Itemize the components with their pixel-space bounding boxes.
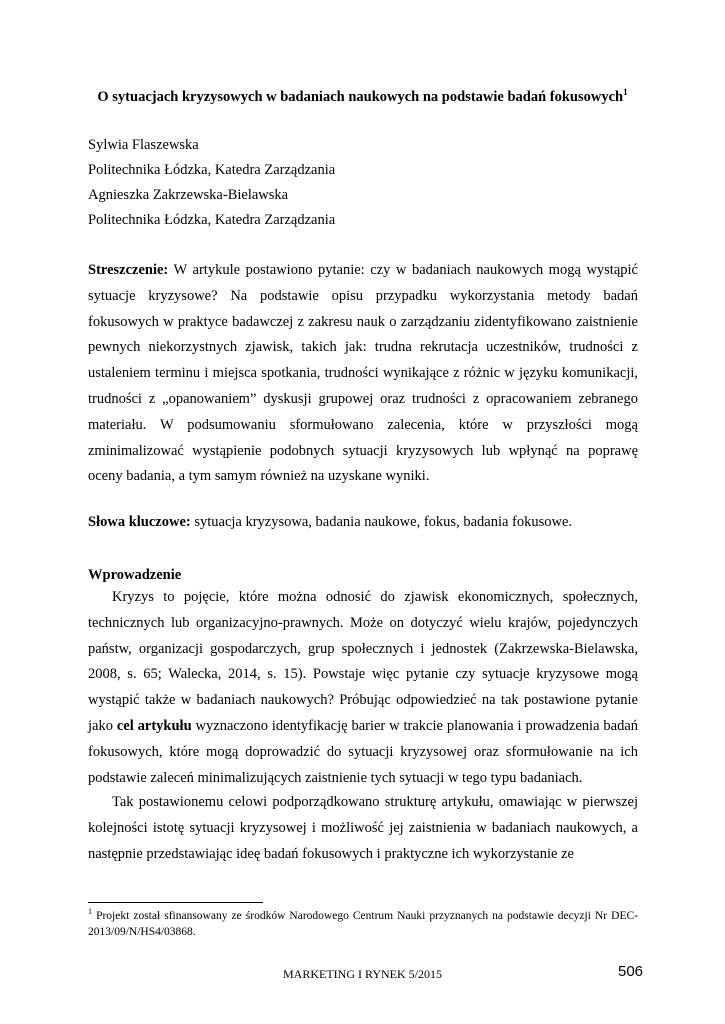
intro-p1-bold: cel artykułu xyxy=(116,717,192,734)
footnote xyxy=(88,908,638,940)
author-name: Agnieszka Zakrzewska-Bielawska xyxy=(88,187,289,203)
abstract xyxy=(88,258,638,490)
author-block xyxy=(88,133,335,233)
intro-p1-text-after: wyznaczono identyfikację barier w trakcie planowania i prowadzenia badań fokusowych, które mogą doprowadzić do sytuacji kryzysowej oraz sformułowanie na ich podstawie zaleceń minimalizujących zaistnienie tych sytuacji w tego typu badaniach. xyxy=(88,717,639,786)
article-title xyxy=(60,87,665,107)
journal-footer: MARKETING I RYNEK 5/2015 xyxy=(283,967,442,981)
author-affiliation: Politechnika Łódzka, Katedra Zarządzania xyxy=(88,212,336,228)
page-number: 506 xyxy=(618,963,644,980)
footnote-text: Projekt został sfinansowany ze środków Narodowego Centrum Nauki przyznanych na podstawie decyzji Nr DEC-2013/09/N/HS4/03868. xyxy=(88,910,639,938)
footnote-divider xyxy=(88,902,263,903)
keywords xyxy=(88,510,638,536)
intro-paragraph-1 xyxy=(88,585,638,791)
section-heading-introduction: Wprowadzenie xyxy=(88,567,182,583)
keywords-label: Słowa kluczowe: xyxy=(88,514,191,530)
abstract-label: Streszczenie: xyxy=(88,262,169,278)
intro-paragraph-2: Tak postawionemu celowi podporządkowano strukturę artykułu, omawiając w pierwszej kolejności istotę sytuacji kryzysowej i możliwość jej zaistnienia w badaniach naukowych, a następnie przedstawiając ideę badań fokusowych i praktyczne ich wykorzystanie ze xyxy=(88,794,638,862)
title-footnote-mark: 1 xyxy=(623,87,628,98)
footnote-mark: 1 xyxy=(88,907,92,917)
abstract-text: W artykule postawiono pytanie: czy w badaniach naukowych mogą wystąpić sytuacje kryzysowe? Na podstawie opisu przypadku wykorzystania metody badań fokusowych w praktyce badawczej z zakresu nauk o zarządzaniu zidentyfikowano zaistnienie pewnych niekorzystnych zjawisk, takich jak: trudna rekrutacja uczestników, trudności z ustaleniem terminu i miejsca spotkania, trudności wynikające z różnic w języku komunikacji, trudności z „opanowaniem” dyskusji grupowej oraz trudności z opracowaniem zebranego materiału. W podsumowaniu sformułowano zalecenia, które w przyszłości mogą zminimalizować wystąpienie podobnych sytuacji kryzysowych lub wpłynąć na poprawę oceny badania, a tym samym również na uzyskane wyniki. xyxy=(88,262,638,485)
author-affiliation: Politechnika Łódzka, Katedra Zarządzania xyxy=(88,162,336,178)
article-title-text: O sytuacjach kryzysowych w badaniach naukowych na podstawie badań fokusowych xyxy=(97,89,624,105)
intro-p1-text-before: Kryzys to pojęcie, które można odnosić do zjawisk ekonomicznych, społecznych, technicznych lub organizacyjno-prawnych. Może on dotyczyć wielu krajów, pojedynczych państw, organizacji gospodarczych, grup społecznych i jednostek (Zakrzewska-Bielawska, 2008, s. 65; Walecka, 2014, s. 15). Powstaje więc pytanie czy sytuacje kryzysowe mogą wystąpić także w badaniach naukowych? Próbując odpowiedzieć na tak postawione pytanie jako xyxy=(88,589,638,734)
author-name: Sylwia Flaszewska xyxy=(88,137,199,153)
keywords-text: sytuacja kryzysowa, badania naukowe, fokus, badania fokusowe. xyxy=(194,514,573,530)
